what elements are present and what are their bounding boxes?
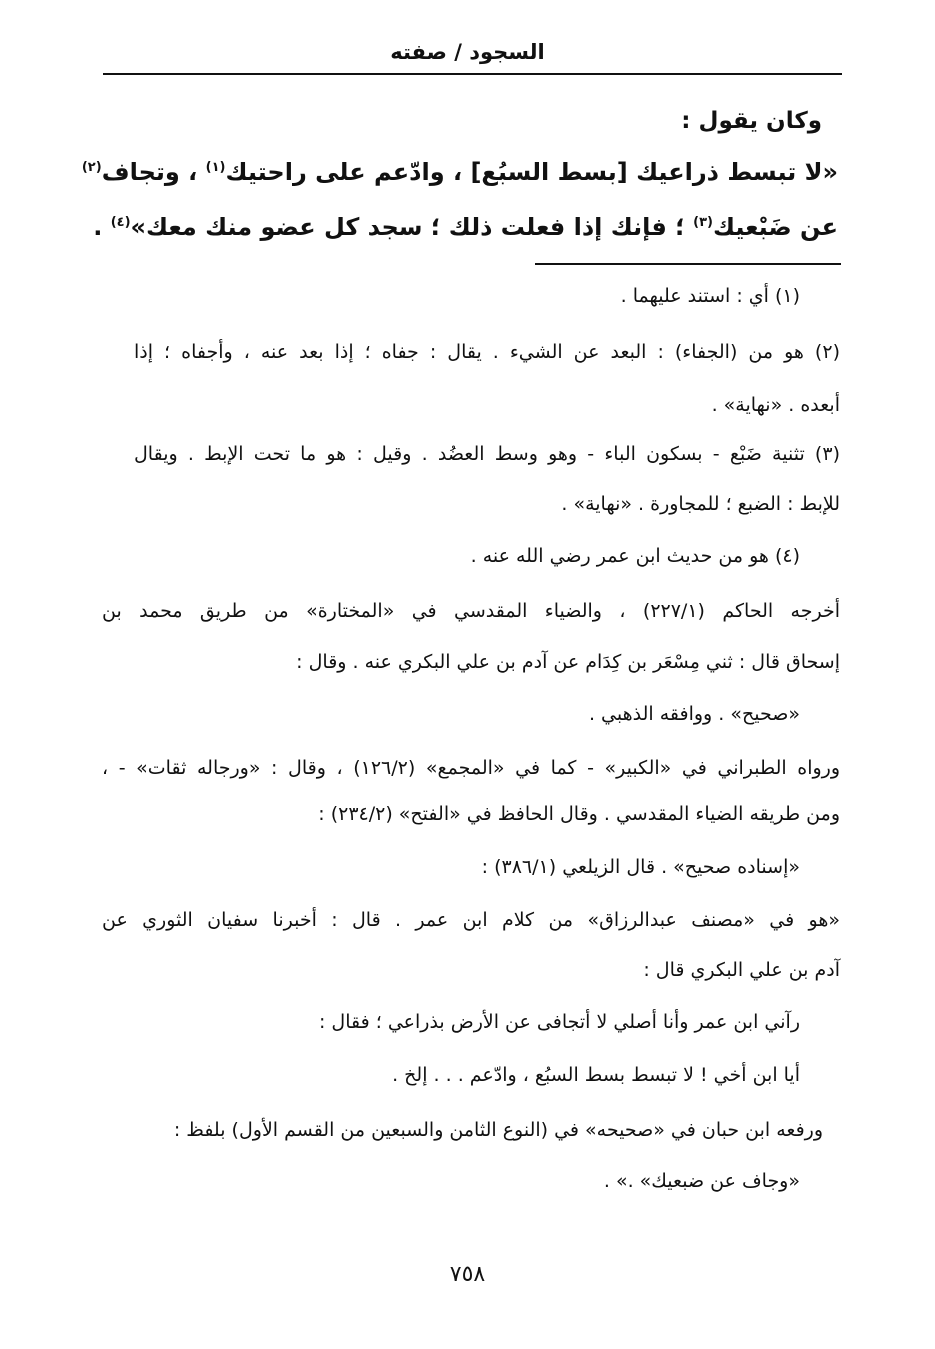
footnote-3-line-1: (٣) تثنية ضَبْع - بسكون الباء - وهو وسط العضُد . وقيل : هو ما تحت الإبط . ويقال (134, 443, 840, 465)
takhrij-p1-line-1: أخرجه الحاكم (٢٢٧/١) ، والضياء المقدسي في «المختارة» من طريق محمد بن (102, 600, 840, 622)
hadith-quote-text: ؛ فإنك إذا فعلت ذلك ؛ سجد كل عضو منك معك» (130, 213, 694, 241)
header-rule (103, 73, 842, 75)
hadith-quote-text: . (93, 213, 111, 241)
takhrij-p1-line-2: إسحاق قال : ثني مِسْعَر بن كِدَام عن آدم بن علي البكري عنه . وقال : (296, 651, 840, 673)
hadith-quote-line-1 (81, 158, 838, 187)
hadith-quote-text: «لا تبسط ذراعيك [بسط السبُع] ، وادّعم على راحتيك (225, 158, 838, 186)
takhrij-p3-line-3: رآني ابن عمر وأنا أصلي لا أتجافى عن الأرض بذراعي ؛ فقال : (318, 1011, 800, 1033)
footnote-1: (١) أي : استند عليهما . (620, 285, 800, 307)
footnote-ref-2: (٢) (81, 160, 102, 175)
takhrij-p3-line-4: أيا ابن أخي ! لا تبسط بسط السبُع ، وادّعم . . . إلخ . (392, 1064, 800, 1086)
footnote-3-line-2: للإبط : الضبع ؛ للمجاورة . «نهاية» . (561, 493, 840, 515)
takhrij-p2-line-1: ورواه الطبراني في «الكبير» - كما في «المجمع» (١٢٦/٢) ، وقال : «ورجاله ثقات» - ، (102, 757, 841, 779)
footnote-separator (535, 263, 841, 265)
footnote-4: (٤) هو من حديث ابن عمر رضي الله عنه . (470, 545, 800, 567)
footnote-2-line-2: أبعده . «نهاية» . (711, 394, 840, 416)
takhrij-p2-line-3: «إسناده صحيح» . قال الزيلعي (٣٨٦/١) : (481, 856, 800, 878)
hadith-quote-text: ، وتجاف (101, 158, 206, 186)
footnote-ref-4: (٤) (110, 215, 131, 230)
hadith-quote-text: عن ضَبْعيك (712, 213, 838, 241)
takhrij-p2-line-2: ومن طريقه الضياء المقدسي . وقال الحافظ في «الفتح» (٢٣٤/٢) : (318, 803, 840, 825)
takhrij-p3-line-1: «هو في «مصنف عبدالرزاق» من كلام ابن عمر . قال : أخبرنا سفيان الثوري عن (102, 909, 840, 931)
page-number: ٧٥٨ (449, 1262, 486, 1287)
takhrij-p3-line-2: آدم بن علي البكري قال : (643, 959, 840, 981)
running-header-title: السجود / صفته (390, 40, 545, 64)
takhrij-p4-line-2: «وجاف عن ضبعيك» .» . (603, 1170, 800, 1192)
takhrij-p4-line-1: ورفعه ابن حبان في «صحيحه» في (النوع الثامن والسبعين من القسم الأول) بلفظ : (173, 1119, 823, 1141)
footnote-ref-3: (٣) (693, 215, 713, 230)
hadith-quote-line-2 (93, 213, 838, 242)
intro-line: وكان يقول : (681, 108, 822, 134)
takhrij-p1-line-3: «صحيح» . ووافقه الذهبي . (588, 703, 800, 725)
footnote-ref-1: (١) (205, 160, 226, 175)
footnote-2-line-1: (٢) هو من (الجفاء) : البعد عن الشيء . يقال : جفاه ؛ إذا بعد عنه ، وأجفاه ؛ إذا (134, 341, 840, 363)
